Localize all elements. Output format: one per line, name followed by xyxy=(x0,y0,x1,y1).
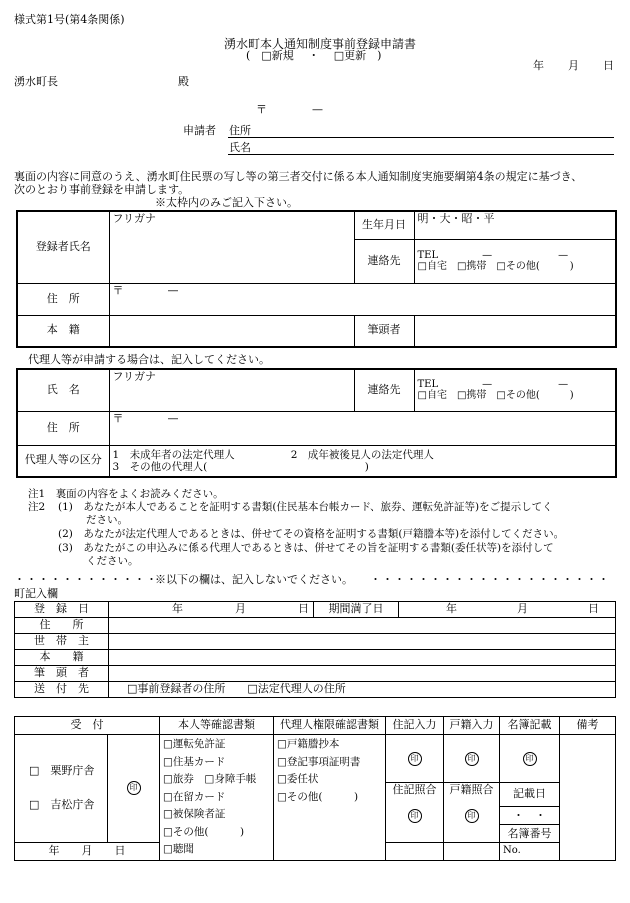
honorific: 殿 xyxy=(178,75,189,88)
seal-icon: 印 xyxy=(408,752,422,766)
seal-icon: 印 xyxy=(127,781,141,795)
seal-icon: 印 xyxy=(408,809,422,823)
agent-class-3[interactable]: 3 その他の代理人( ) xyxy=(112,460,369,473)
note-1-text: 裏面の内容をよくお読みください。 xyxy=(55,488,224,500)
form-title: 湧水町本人通知制度事前登録申請書 xyxy=(224,37,417,51)
applicant-label: 申請者 xyxy=(183,124,216,137)
birth-field[interactable] xyxy=(414,211,616,239)
branch-kurino[interactable]: □ 栗野庁舎 xyxy=(29,764,95,778)
office-address-label: 住 所 xyxy=(15,618,109,634)
note-2-3b: ください。 xyxy=(86,555,139,567)
office-head-field[interactable] xyxy=(109,666,616,682)
remarks-cell[interactable] xyxy=(560,735,616,861)
note-2-1b: ださい。 xyxy=(86,514,128,526)
agent-postal-mark: 〒 xyxy=(112,411,124,425)
agent-name-label: 氏 名 xyxy=(17,369,109,411)
reg-day: 日 xyxy=(298,602,309,616)
date-year: 年 xyxy=(533,59,544,72)
auth-doc-0[interactable]: □戸籍謄抄本 xyxy=(277,738,340,750)
roster-seal xyxy=(500,735,560,783)
seal-icon: 印 xyxy=(465,752,479,766)
divider-text: ※以下の欄は、記入しないでください。 xyxy=(155,573,353,586)
birth-label: 生年月日 xyxy=(354,211,414,239)
id-doc-2[interactable]: □旅券 □身障手帳 xyxy=(163,773,257,785)
hdr-remarks: 備考 xyxy=(560,717,616,735)
intro-line-2: 次のとおり事前登録を申請します。 xyxy=(14,183,190,196)
agent-contact-label: 連絡先 xyxy=(354,369,414,411)
note-1-head: 注1 xyxy=(28,488,46,500)
thick-frame-note: ※太枠内のみご記入下さい。 xyxy=(155,196,298,209)
hdr-juki-input: 住記入力 xyxy=(386,717,444,735)
reg-date-label: 登 録 日 xyxy=(15,602,109,618)
exp-month: 月 xyxy=(517,602,528,616)
agent-furigana: フリガナ xyxy=(112,370,156,383)
postal-dash: — xyxy=(167,283,179,297)
tel-dash-2: — xyxy=(558,249,569,261)
contact-label: 連絡先 xyxy=(354,239,414,283)
agent-tel-label: TEL xyxy=(417,378,439,390)
tel-label: TEL xyxy=(417,249,439,261)
date-day: 日 xyxy=(603,59,614,72)
kind-update[interactable]: □更新 xyxy=(333,49,367,62)
office-head-label: 筆 頭 者 xyxy=(15,666,109,682)
addressee: 湧水町長 xyxy=(14,75,58,88)
office-table xyxy=(14,601,616,698)
reg-year: 年 xyxy=(172,602,183,616)
kind-separator: ・ xyxy=(308,49,320,62)
auth-docs-cell xyxy=(274,735,386,861)
divider-dots-left: ・・・・・・・・・・・・ xyxy=(14,573,158,586)
head-field[interactable] xyxy=(414,315,616,347)
reg-month: 月 xyxy=(235,602,246,616)
registrant-name-label: 登録者氏名 xyxy=(17,211,109,283)
agent-contact-types[interactable]: □自宅 □携帯 □その他( ) xyxy=(417,390,574,402)
kind-new[interactable]: □新規 xyxy=(261,49,294,62)
id-doc-6[interactable]: □聴聞 xyxy=(163,843,194,855)
agent-address-label: 住 所 xyxy=(17,411,109,445)
exp-day: 日 xyxy=(588,602,599,616)
applicant-address-label: 住所 xyxy=(229,124,251,137)
id-doc-5[interactable]: □その他( ) xyxy=(163,825,245,838)
registrant-table xyxy=(16,210,617,348)
id-doc-3[interactable]: □在留カード xyxy=(163,790,226,803)
registrant-address-label: 住 所 xyxy=(17,283,109,315)
note-2-3: (3) あなたがこの申込みに係る代理人であるときは、併せてその旨を証明する書類(委任状等)を添付して xyxy=(58,542,554,554)
agent-class-2[interactable]: 2 成年被後見人の法定代理人 xyxy=(290,448,434,461)
agent-note: 代理人等が申請する場合は、記入してください。 xyxy=(28,353,270,366)
tel-dash-1: — xyxy=(482,249,493,261)
juki-input-seal xyxy=(386,735,444,783)
office-honseki-field[interactable] xyxy=(109,650,616,666)
hdr-reception: 受 付 xyxy=(15,717,160,735)
postal-mark: 〒 xyxy=(112,283,124,297)
householder-label: 世 帯 主 xyxy=(15,634,109,650)
date-month: 月 xyxy=(568,59,579,72)
registrant-name-field[interactable] xyxy=(109,211,354,283)
send-to-options[interactable]: □事前登録者の住所 □法定代理人の住所 xyxy=(109,682,616,698)
seal-icon: 印 xyxy=(465,809,479,823)
contact-field[interactable] xyxy=(414,239,616,283)
note-2-head: 注2 xyxy=(28,501,46,513)
expiry-field[interactable] xyxy=(399,602,616,618)
koseki-check-label: 戸籍照合 xyxy=(449,783,494,796)
agent-postal-dash: — xyxy=(167,411,179,425)
id-doc-1[interactable]: □住基カード xyxy=(163,755,226,768)
hdr-roster: 名簿記載 xyxy=(500,717,560,735)
agent-class-1[interactable]: 1 未成年者の法定代理人 xyxy=(112,448,235,461)
intro-line-1: 裏面の内容に同意のうえ、湧水町住民票の写し等の第三者交付に係る本人通知制度実施要綱第4条の規定に基づき、 xyxy=(14,170,583,183)
head-label: 筆頭者 xyxy=(354,315,414,347)
reception-date[interactable]: 年 月 日 xyxy=(15,842,160,860)
applicant-name-label: 氏名 xyxy=(229,141,251,154)
honseki-field[interactable] xyxy=(109,315,354,347)
branch-cell xyxy=(15,735,108,843)
id-docs-cell xyxy=(160,735,274,861)
agent-name-field[interactable] xyxy=(109,369,354,411)
note-2-1: (1) あなたが本人であることを証明する書類(住民基本台帳カード、旅券、運転免許証等)をご提示してく xyxy=(58,501,553,513)
office-address-field[interactable] xyxy=(109,618,616,634)
seal-icon: 印 xyxy=(523,752,537,766)
reception-table xyxy=(14,716,616,861)
exp-year: 年 xyxy=(446,602,457,616)
juki-check-cell xyxy=(386,783,444,843)
agent-table xyxy=(16,368,617,478)
note-2-2: (2) あなたが法定代理人であるときは、併せてその資格を証明する書類(戸籍謄本等)を添付してください。 xyxy=(58,528,565,540)
postal-dash: — xyxy=(312,103,323,116)
reception-seal xyxy=(108,735,160,843)
hdr-id-docs: 本人等確認書類 xyxy=(160,717,274,735)
office-honseki-label: 本 籍 xyxy=(15,650,109,666)
agent-address-field[interactable] xyxy=(109,411,616,445)
agent-class-label: 代理人等の区分 xyxy=(17,445,109,477)
divider-dots-right: ・・・・・・・・・・・・・・・・・・・・ xyxy=(370,573,610,586)
entry-date-label: 記載日 xyxy=(500,783,560,807)
applicant-name-line[interactable] xyxy=(228,154,614,155)
birth-eras: 明・大・昭・平 xyxy=(417,212,495,225)
juki-check-label: 住記照合 xyxy=(392,783,437,796)
entry-date-dots[interactable]: ・ ・ xyxy=(500,807,559,825)
auth-doc-2[interactable]: □委任状 xyxy=(277,773,319,785)
send-to-label: 送 付 先 xyxy=(15,682,109,698)
contact-types[interactable]: □自宅 □携帯 □その他( ) xyxy=(417,261,574,272)
koseki-input-seal xyxy=(444,735,500,783)
hdr-auth-docs: 代理人権限確認書類 xyxy=(274,717,386,735)
registrant-address-field[interactable] xyxy=(109,283,616,315)
id-doc-0[interactable]: □運転免許証 xyxy=(163,738,226,750)
form-number: 様式第1号(第4条関係) xyxy=(14,13,125,26)
householder-field[interactable] xyxy=(109,634,616,650)
honseki-label: 本 籍 xyxy=(17,315,109,347)
auth-doc-1[interactable]: □登記事項証明書 xyxy=(277,755,361,768)
agent-class-field[interactable] xyxy=(109,445,616,477)
office-use-title: 町記入欄 xyxy=(14,587,58,600)
entry-date-cell xyxy=(500,806,560,842)
auth-doc-3[interactable]: □その他( ) xyxy=(277,790,359,803)
note-1 xyxy=(28,488,224,500)
hdr-koseki-input: 戸籍入力 xyxy=(444,717,500,735)
application-kind: ( □新規 ・ □更新 ) xyxy=(246,49,382,62)
branch-yoshimatsu[interactable]: □ 吉松庁舎 xyxy=(29,798,95,812)
koseki-check-empty xyxy=(444,842,500,860)
applicant-address-line[interactable] xyxy=(228,137,614,138)
registrant-furigana: フリガナ xyxy=(112,212,156,225)
reg-date-field[interactable] xyxy=(109,602,314,618)
roster-no-label: 名簿番号 xyxy=(507,826,552,840)
agent-contact-field[interactable] xyxy=(414,369,616,411)
postal-mark: 〒 xyxy=(256,103,267,116)
juki-check-empty xyxy=(386,842,444,860)
expiry-label: 期間満了日 xyxy=(314,602,399,618)
roster-no-field[interactable]: No. xyxy=(500,842,560,860)
agent-tel-dash-2: — xyxy=(558,378,569,390)
id-doc-4[interactable]: □被保険者証 xyxy=(163,808,226,820)
koseki-check-cell xyxy=(444,783,500,843)
agent-tel-dash-1: — xyxy=(482,378,493,390)
